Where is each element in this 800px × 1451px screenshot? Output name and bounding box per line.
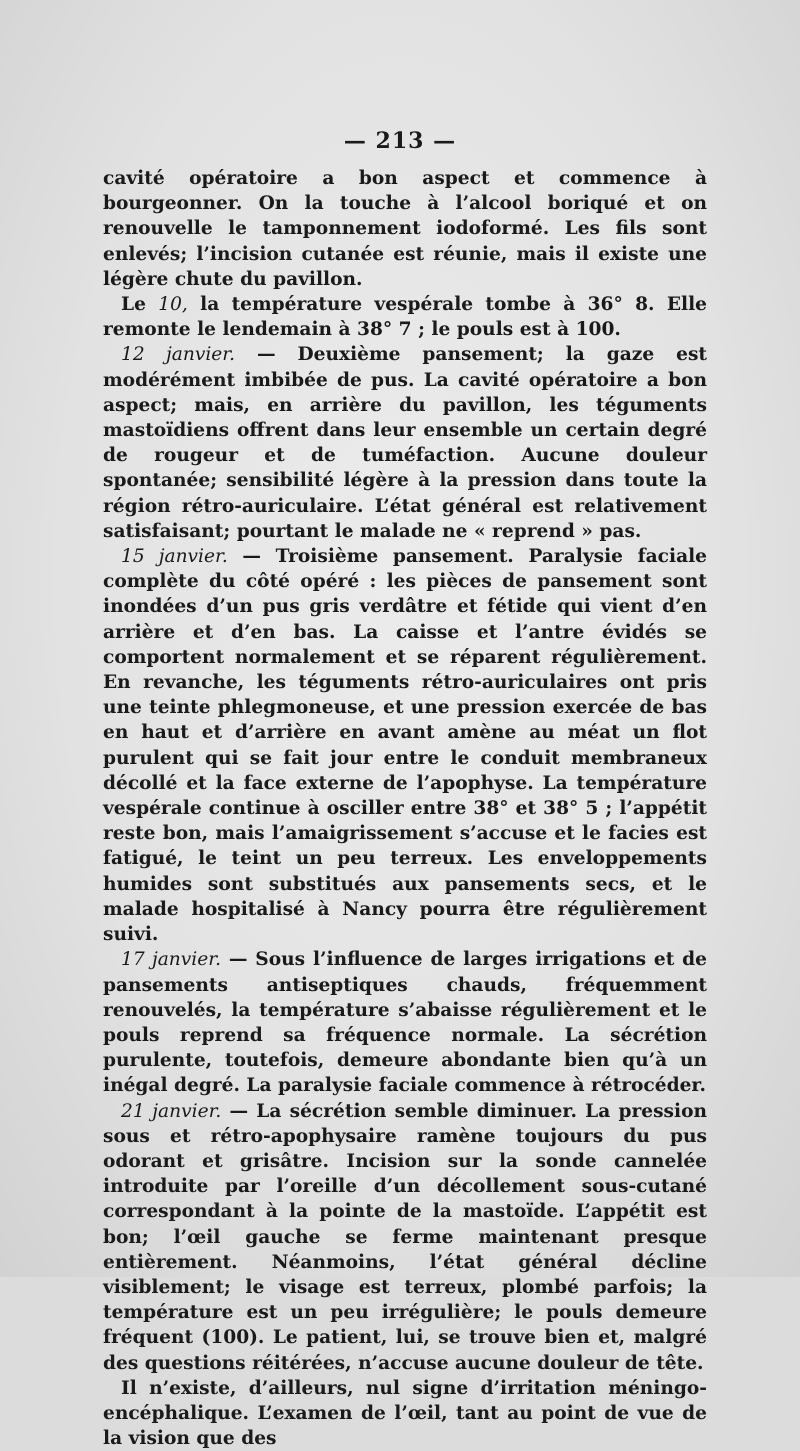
entry-date: 17 janvier.	[121, 949, 221, 971]
entry-date: 21 janvier.	[121, 1100, 222, 1122]
body-text	[103, 166, 707, 1451]
entry-date: 10,	[158, 294, 188, 316]
paragraph-text: cavité opératoire a bon aspect et commence à bourgeonner. On la touche à l’alcool boriqué et on renouvelle le tamponnement iodoformé. Les fils sont enlevés; l’incision cutanée est réunie, mais il existe une légère chute du pavillon.	[103, 168, 707, 290]
paragraph-15-janvier	[103, 544, 707, 947]
paragraph-text: — La sécrétion semble diminuer. La pression sous et rétro-apophysaire ramène toujours du pus odorant et grisâtre. Incision sur la sonde cannelée introduite par l’oreille d’un décollement sous-cutané correspondant à la pointe de la mastoïde. L’appétit est bon; l’œil gauche se ferme maintenant presque entièrement. Néanmoins, l’état général décline visiblement; le visage est terreux, plombé parfois; la température est un peu irrégulière; le pouls demeure fréquent (100). Le patient, lui, se trouve bien et, malgré des questions réitérées, n’accuse aucune douleur de tête.	[103, 1100, 707, 1374]
paragraph-text: Il n’existe, d’ailleurs, nul signe d’irritation méningo-encéphalique. L’examen de l’œil, tant au point de vue de la vision que des	[103, 1377, 707, 1450]
paragraph-text: la température vespérale tombe à 36° 8. Elle remonte le lendemain à 38° 7 ; le pouls est à 100.	[103, 294, 707, 341]
paragraph-21-janvier	[103, 1099, 707, 1376]
paragraph-17-janvier	[103, 947, 707, 1098]
paragraph-day-10	[103, 292, 707, 342]
page-number: — 213 —	[343, 128, 457, 154]
entry-date: 12 janvier.	[121, 344, 236, 366]
paragraph-text: — Sous l’influence de larges irrigations et de pansements antiseptiques chauds, fréquemment renouvelés, la température s’abaisse régulièrement et le pouls reprend sa fréquence normale. La sécrétion purulente, toutefois, demeure abondante bien qu’à un inégal degré. La paralysie faciale commence à rétrocéder.	[103, 949, 708, 1097]
paragraph-text: — Troisième pansement. Paralysie faciale complète du côté opéré : les pièces de pansement sont inondées d’un pus gris verdâtre et fétide qui vient d’en arrière et d’en bas. La caisse et l’antre évidés se comportent normalement et se réparent régulièrement. En revanche, les téguments rétro-auriculaires ont pris une teinte phlegmoneuse, et une pression exercée de bas en haut et d’arrière en avant amène au méat un flot purulent qui se fait jour entre le conduit membraneux décollé et la face externe de l’apophyse. La température vespérale continue à osciller entre 38° et 38° 5 ; l’appétit reste bon, mais l’amaigrissement s’accuse et le facies est fatigué, le teint un peu terreux. Les enveloppements humides sont substitués aux pansements secs, et le malade hospitalisé à Nancy pourra être régulièrement suivi.	[103, 546, 708, 946]
paragraph-final	[103, 1376, 707, 1451]
entry-date: 15 janvier.	[121, 546, 228, 568]
paragraph-lead: Le	[121, 294, 159, 316]
paragraph-continuation	[103, 166, 707, 292]
paragraph-12-janvier	[103, 342, 707, 544]
paragraph-text: — Deuxième pansement; la gaze est modérément imbibée de pus. La cavité opératoire a bon aspect; mais, en arrière du pavillon, les téguments mastoïdiens offrent dans leur ensemble un certain degré de rougeur et de tuméfaction. Aucune douleur spontanée; sensibilité légère à la pression dans toute la région rétro-auriculaire. L’état général est relativement satisfaisant; pourtant le malade ne « reprend » pas.	[103, 344, 708, 542]
